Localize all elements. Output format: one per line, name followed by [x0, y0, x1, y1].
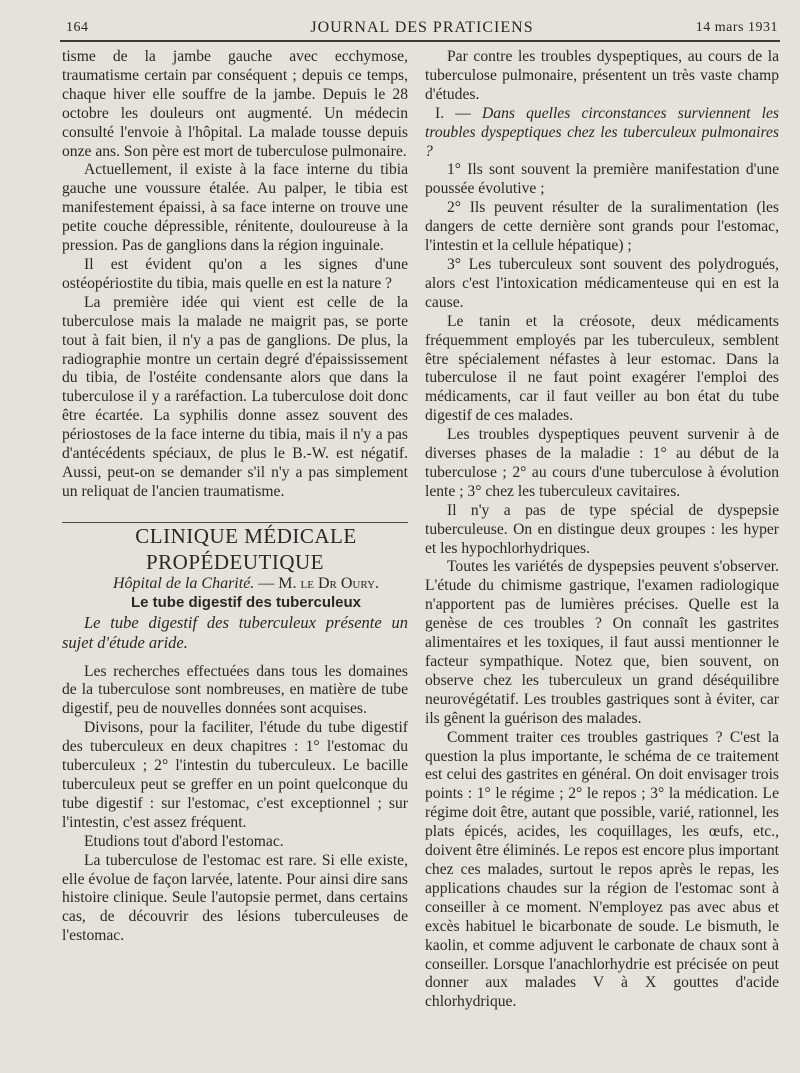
paragraph: Il n'y a pas de type spécial de dyspepsie tuberculeuse. On en distingue deux groupes : les hyper et les hypochlorhydriques.	[425, 501, 779, 557]
paragraph: Toutes les variétés de dyspepsies peuvent s'observer. L'étude du chimisme gastrique, l'examen radiologique n'apportent pas de lumières précises. Quelle est la genèse de ces troubles ? On connaît les gastrites alimentaires et les toxiques, il faut aussi mentionner le facteur sympathique. Notez que, bien souvent, on observe chez les tuberculeux un grand déséquilibre neurovégétatif. Les troubles gastriques sont à éviter, car ils gênent la guérison des malades.	[425, 558, 779, 727]
article-lede: Le tube digestif des tuberculeux présente un sujet d'étude aride.	[62, 612, 408, 652]
left-column	[62, 48, 408, 946]
paragraph: La première idée qui vient est celle de la tuberculose mais la malade ne maigrit pas, se porte tout à fait bien, il n'y a pas de ganglions. De plus, la radiographie montre un certain degré d'épaississement du tibia, de l'ostéite condensante alors que dans la tuberculose il y a raréfaction. La tuberculose doit donc être écartée. La syphilis donne assez souvent des périostoses de la face interne du tibia, mais il n'y a pas d'antécédents spéciaux, de plus le B.-W. est négatif. Aussi, peut-on se demander s'il n'y a pas simplement un reliquat de l'ancien traumatisme.	[62, 293, 408, 500]
section-title: CLINIQUE MÉDICALE PROPÉDEUTIQUE	[135, 523, 357, 574]
right-column	[425, 48, 779, 1012]
hospital-line	[62, 575, 408, 594]
header-rule	[60, 40, 780, 42]
paragraph: 1° Ils sont souvent la première manifestation d'une poussée évolutive ;	[425, 161, 779, 198]
hospital-name: Hôpital de la Charité.	[112, 574, 255, 592]
paragraph: Comment traiter ces troubles gastriques ? C'est la question la plus importante, le schéma de ce traitement est celui des gastrites en général. On doit envisager trois points : 1° le régime ; 2° le repos ; 3° la médication. Le régime doit être, autant que possible, varié, rationnel, les plats épicés, acides, les coquillages, les œufs, etc., doivent être éliminés. Le repos est encore plus important chez ces malades, surtout le repos après le repas, les applications chaudes sur la région de l'estomac sont à conseiller à ce moment. N'employez pas avec abus et excès habituel le bicarbonate de soude. Le bismuth, le kaolin, et comme adjuvent le carbonate de chaux sont à conseiller. Lorsque l'anachlorhydrie est précisée on peut donner aux malades V à X gouttes d'acide chlorhydrique.	[425, 728, 779, 1011]
paragraph: 3° Les tuberculeux sont souvent des polydrogués, alors c'est l'intoxication médicamenteuse qui en est la cause.	[425, 255, 779, 311]
paragraph: La tuberculose de l'estomac est rare. Si elle existe, elle évolue de façon larvée, latente. Pour ainsi dire sans histoire clinique. Seule l'autopsie permet, dans certains cas, de découvrir des lésions tuberculeuses de l'estomac.	[62, 851, 408, 945]
article-title: Le tube digestif des tuberculeux	[130, 593, 362, 611]
question-text: Dans quelles circonstances surviennent les troubles dyspeptiques chez les tuberculeux pulmonaires ?	[425, 104, 779, 160]
paragraph: Il est évident qu'on a les signes d'une ostéopériostite du tibia, mais quelle en est la nature ?	[62, 255, 408, 292]
page-number: 164	[66, 20, 89, 35]
paragraph: Actuellement, il existe à la face interne du tibia gauche une voussure étalée. Au palper, le tibia est manifestement épaissi, à sa face interne on trouve une petite couche dépressible, rénitente, douloureuse à la pression. Pas de ganglions dans la région inguinale.	[62, 161, 408, 255]
paragraph: Les recherches effectuées dans tous les domaines de la tuberculose sont nombreuses, en matière de tube digestif, peu de nouvelles données sont acquises.	[62, 662, 408, 718]
paragraph: Les troubles dyspeptiques peuvent survenir à de diverses phases de la maladie : 1° au début de la tuberculose ; 2° au cours d'une tuberculose à évolution lente ; 3° chez les tuberculeux cavitaires.	[425, 426, 779, 500]
author-name: — M. le Dr Oury.	[258, 574, 380, 592]
question-label: I. —	[435, 104, 471, 122]
running-header	[66, 18, 778, 38]
journal-title: JOURNAL DES PRATICIENS	[310, 19, 534, 36]
paragraph: Le tanin et la créosote, deux médicaments fréquemment employés par les tuberculeux, semblent être spécialement néfastes à leur estomac. Dans la tuberculose il ne faut point exagérer l'emploi des médicaments, car il faut veiller au bon état du tube digestif de ces malades.	[425, 312, 779, 425]
paragraph: Divisons, pour la faciliter, l'étude du tube digestif des tuberculeux en deux chapitres : 1° l'estomac du tuberculeux ; 2° l'intestin du tuberculeux. Le bacille tuberculeux peut se greffer en un point quelconque du tube digestif : sur l'estomac, c'est exceptionnel ; sur l'intestin, c'est assez fréquent.	[62, 719, 408, 831]
question-heading	[425, 105, 779, 162]
paragraph: Par contre les troubles dyspeptiques, au cours de la tuberculose pulmonaire, présentent un très vaste champ d'études.	[425, 48, 779, 103]
issue-date: 14 mars 1931	[695, 20, 778, 35]
paragraph: Etudions tout d'abord l'estomac.	[84, 832, 284, 850]
paragraph: 2° Ils peuvent résulter de la suralimentation (les dangers de cette dernière sont grands pour l'estomac, l'intestin et la cellule hépatique) ;	[425, 199, 779, 255]
paragraph: tisme de la jambe gauche avec ecchymose, traumatisme certain par conséquent ; depuis ce temps, chaque hiver elle souffre de la jambe. Depuis le 28 octobre les douleurs ont augmenté. Un médecin consulté l'envoie à l'hôpital. La malade tousse depuis onze ans. Son père est mort de tuberculose pulmonaire.	[62, 48, 408, 160]
